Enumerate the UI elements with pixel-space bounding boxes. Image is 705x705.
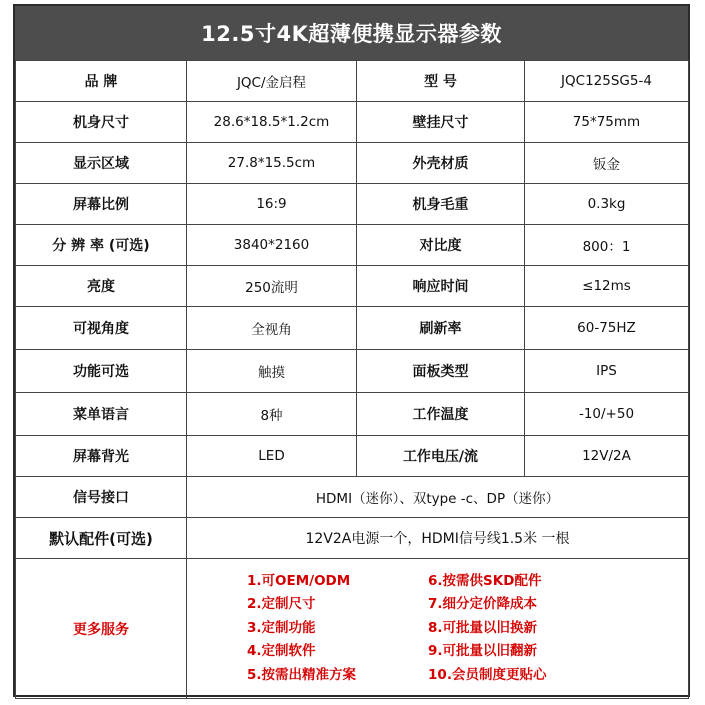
spec-value: JQC125SG5-4 bbox=[525, 61, 689, 102]
services-column-left bbox=[247, 572, 356, 686]
spec-label: 型 号 bbox=[357, 61, 525, 102]
spec-label: 显示区域 bbox=[16, 143, 187, 184]
service-item: 8.可批量以旧换新 bbox=[428, 619, 538, 636]
spec-value: 0.3kg bbox=[525, 184, 689, 225]
spec-label: 机身尺寸 bbox=[16, 102, 187, 143]
services-column-right bbox=[428, 572, 546, 686]
spec-value: 3840*2160 bbox=[187, 225, 357, 266]
spec-label: 响应时间 bbox=[357, 266, 525, 307]
spec-value: 800：1 bbox=[525, 225, 689, 266]
spec-value: 27.8*15.5cm bbox=[187, 143, 357, 184]
spec-label: 工作电压/流 bbox=[357, 436, 525, 477]
spec-label: 品 牌 bbox=[16, 61, 187, 102]
accessories-label: 默认配件(可选) bbox=[16, 518, 187, 559]
table-row bbox=[16, 350, 689, 393]
table-row bbox=[16, 225, 689, 266]
service-item: 4.定制软件 bbox=[247, 643, 316, 660]
spec-label: 工作温度 bbox=[357, 393, 525, 436]
table-row bbox=[16, 61, 689, 102]
service-item: 6.按需供SKD配件 bbox=[428, 572, 542, 589]
table-row bbox=[16, 436, 689, 477]
table-row bbox=[16, 307, 689, 350]
service-item: 9.可批量以旧翻新 bbox=[428, 643, 538, 660]
spec-value: 触摸 bbox=[187, 350, 357, 393]
spec-label: 面板类型 bbox=[357, 350, 525, 393]
service-item: 2.定制尺寸 bbox=[247, 596, 316, 613]
services-row bbox=[16, 559, 689, 699]
spec-value: -10/+50 bbox=[525, 393, 689, 436]
spec-value: LED bbox=[187, 436, 357, 477]
spec-value: JQC/金启程 bbox=[187, 61, 357, 102]
spec-value: 75*75mm bbox=[525, 102, 689, 143]
spec-value: 钣金 bbox=[525, 143, 689, 184]
table-row bbox=[16, 143, 689, 184]
spec-value: 60-75HZ bbox=[525, 307, 689, 350]
table-row bbox=[16, 102, 689, 143]
spec-label: 刷新率 bbox=[357, 307, 525, 350]
spec-label: 屏幕背光 bbox=[16, 436, 187, 477]
spec-label: 菜单语言 bbox=[16, 393, 187, 436]
spec-label: 壁挂尺寸 bbox=[357, 102, 525, 143]
service-item: 1.可OEM/ODM bbox=[247, 572, 351, 589]
accessories-row bbox=[16, 518, 689, 559]
service-item: 7.细分定价降成本 bbox=[428, 596, 538, 613]
service-item: 3.定制功能 bbox=[247, 619, 316, 636]
services-list bbox=[187, 559, 689, 699]
spec-value: ≤12ms bbox=[525, 266, 689, 307]
spec-value: 250流明 bbox=[187, 266, 357, 307]
spec-label: 机身毛重 bbox=[357, 184, 525, 225]
spec-value: IPS bbox=[525, 350, 689, 393]
interface-row bbox=[16, 477, 689, 518]
accessories-value: 12V2A电源一个，HDMI信号线1.5米 一根 bbox=[187, 518, 689, 559]
table-row bbox=[16, 266, 689, 307]
service-item: 10.会员制度更贴心 bbox=[428, 666, 547, 683]
spec-label: 功能可选 bbox=[16, 350, 187, 393]
page-title: 12.5寸4K超薄便携显示器参数 bbox=[15, 6, 688, 60]
spec-table bbox=[15, 60, 689, 699]
spec-value: 12V/2A bbox=[525, 436, 689, 477]
spec-value: 全视角 bbox=[187, 307, 357, 350]
spec-value: 16:9 bbox=[187, 184, 357, 225]
table-row bbox=[16, 393, 689, 436]
spec-label: 亮度 bbox=[16, 266, 187, 307]
spec-label: 可视角度 bbox=[16, 307, 187, 350]
spec-value: 28.6*18.5*1.2cm bbox=[187, 102, 357, 143]
spec-label: 屏幕比例 bbox=[16, 184, 187, 225]
spec-label: 对比度 bbox=[357, 225, 525, 266]
spec-label: 外壳材质 bbox=[357, 143, 525, 184]
service-item: 5.按需出精准方案 bbox=[247, 666, 357, 683]
spec-value: 8种 bbox=[187, 393, 357, 436]
table-row bbox=[16, 184, 689, 225]
spec-label: 分 辨 率 (可选) bbox=[16, 225, 187, 266]
interface-label: 信号接口 bbox=[16, 477, 187, 518]
services-label: 更多服务 bbox=[16, 559, 187, 699]
spec-sheet bbox=[13, 4, 690, 697]
interface-value: HDMI（迷你）、双type -c、DP（迷你） bbox=[187, 477, 689, 518]
